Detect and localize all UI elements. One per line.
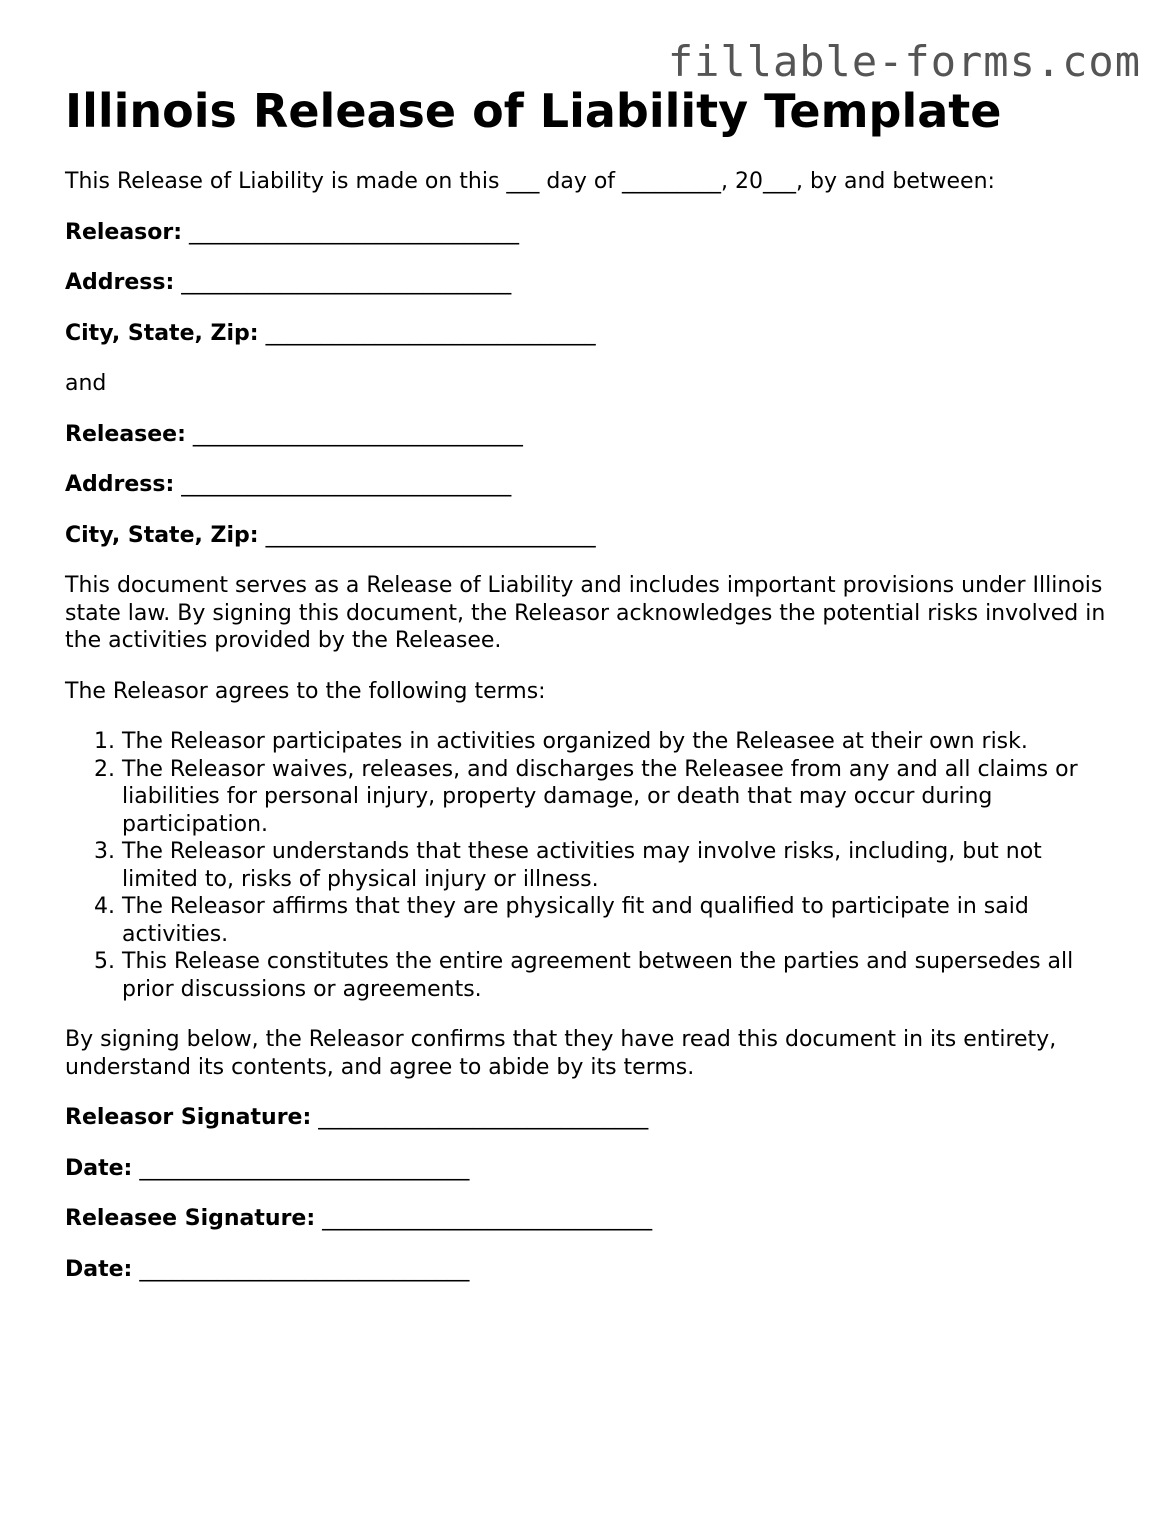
releasor-city-blank[interactable]: ______________________________ xyxy=(265,320,596,346)
document-body xyxy=(65,168,1110,1306)
releasee-name-label: Releasee: xyxy=(65,421,186,447)
releasor-city-field[interactable] xyxy=(65,320,1110,348)
term-item: 5. This Release constitutes the entire agreement between the parties and supersedes all prior discussions or agreements. xyxy=(122,948,1110,1003)
body-paragraph: This document serves as a Release of Liability and includes important provisions under Illinois state law. By signing this document, the Releasor acknowledges the potential risks involved in the activities provided by the Releasee. xyxy=(65,573,1106,653)
closing-paragraph: By signing below, the Releasor confirms that they have read this document in its entirety, understand its contents, and agree to abide by its terms. xyxy=(65,1027,1057,1080)
term-item: 4. The Releasor affirms that they are physically fit and qualified to participate in said activities. xyxy=(122,893,1110,948)
term-item: 3. The Releasor understands that these activities may involve risks, including, but not limited to, risks of physical injury or illness. xyxy=(122,838,1110,893)
releasor-city-label: City, State, Zip: xyxy=(65,320,259,346)
releasor-date-field[interactable] xyxy=(65,1155,1110,1183)
releasee-address-field[interactable] xyxy=(65,471,1110,499)
releasee-date-field[interactable] xyxy=(65,1256,1110,1284)
releasor-date-blank[interactable]: ______________________________ xyxy=(139,1155,470,1181)
term-item: 2. The Releasor waives, releases, and discharges the Releasee from any and all claims or liabilities for personal injury, property damage, or death that may occur during participation. xyxy=(122,756,1110,839)
releasor-signature-blank[interactable]: ______________________________ xyxy=(318,1105,649,1130)
releasee-name-field[interactable] xyxy=(65,421,1110,449)
releasee-date-blank[interactable]: ______________________________ xyxy=(139,1256,470,1282)
terms-list xyxy=(65,728,1110,1003)
releasor-address-label: Address: xyxy=(65,270,175,295)
releasor-name-label: Releasor: xyxy=(65,219,183,245)
watermark: fillable-forms.com xyxy=(667,37,1141,86)
releasor-signature-field[interactable] xyxy=(65,1104,1110,1132)
releasor-address-blank[interactable]: ______________________________ xyxy=(181,270,512,295)
page-title: Illinois Release of Liability Template xyxy=(65,84,1002,138)
releasor-signature-label: Releasor Signature: xyxy=(65,1105,312,1130)
and-text: and xyxy=(65,371,107,396)
terms-intro: The Releasor agrees to the following terms: xyxy=(65,678,546,704)
releasee-address-blank[interactable]: ______________________________ xyxy=(181,472,512,497)
releasee-date-label: Date: xyxy=(65,1256,133,1282)
releasee-city-field[interactable] xyxy=(65,522,1110,550)
releasee-city-blank[interactable]: ______________________________ xyxy=(265,522,596,548)
releasee-name-blank[interactable]: ______________________________ xyxy=(192,421,523,447)
releasor-date-label: Date: xyxy=(65,1155,133,1181)
releasee-signature-label: Releasee Signature: xyxy=(65,1206,316,1231)
releasee-signature-blank[interactable]: ______________________________ xyxy=(322,1206,653,1231)
releasor-name-field[interactable] xyxy=(65,219,1110,247)
releasee-signature-field[interactable] xyxy=(65,1205,1110,1233)
releasee-city-label: City, State, Zip: xyxy=(65,522,259,548)
intro-text: This Release of Liability is made on this ___ day of _________, 20___, by and between: xyxy=(65,169,995,194)
releasee-address-label: Address: xyxy=(65,472,175,497)
term-item: 1. The Releasor participates in activities organized by the Releasee at their own risk. xyxy=(122,728,1110,756)
releasor-address-field[interactable] xyxy=(65,269,1110,297)
releasor-name-blank[interactable]: ______________________________ xyxy=(189,219,520,245)
